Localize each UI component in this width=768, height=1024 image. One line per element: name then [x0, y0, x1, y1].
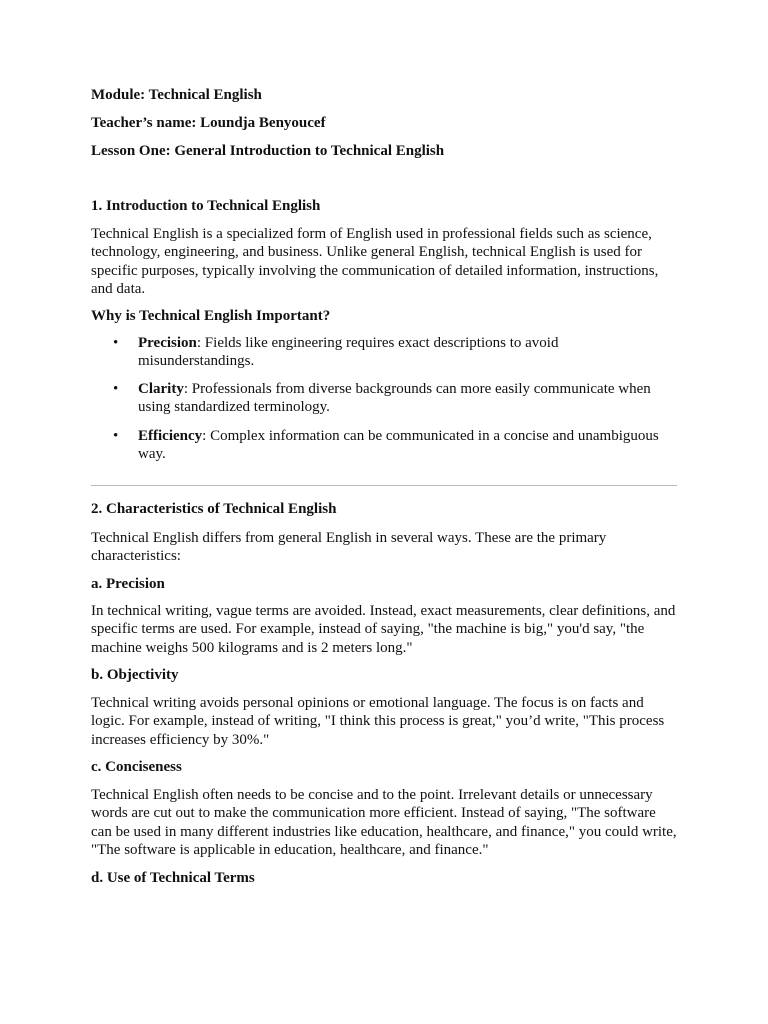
conciseness-heading: c. Conciseness — [91, 759, 182, 775]
section-1-heading: 1. Introduction to Technical English — [91, 198, 321, 214]
teacher-name: Teacher’s name: Loundja Benyoucef — [91, 115, 326, 131]
list-item — [91, 427, 677, 464]
list-item — [91, 380, 677, 417]
precision-heading: a. Precision — [91, 576, 165, 592]
section-2-heading: 2. Characteristics of Technical English — [91, 501, 337, 517]
section-divider — [91, 485, 677, 486]
bullet-term: Clarity — [138, 381, 184, 397]
section-2-intro: Technical English differs from general English in several ways. These are the primary characteristics: — [91, 530, 607, 565]
why-important-heading: Why is Technical English Important? — [91, 308, 331, 324]
bullet-text: : Complex information can be communicated in a concise and unambiguous way. — [138, 428, 659, 463]
bullet-icon: • — [113, 335, 119, 351]
bullet-icon: • — [113, 381, 119, 397]
precision-text: In technical writing, vague terms are avoided. Instead, exact measurements, clear definitions, and specific terms are used. For example, instead of saying, "the machine is big," you'd say, "the machine weighs 500 kilograms and is 2 meters long." — [91, 603, 676, 656]
module-title: Module: Technical English — [91, 87, 262, 103]
bullet-term: Efficiency — [138, 428, 203, 444]
bullet-text: : Fields like engineering requires exact descriptions to avoid misunderstandings. — [138, 335, 559, 370]
list-item — [91, 334, 677, 371]
bullet-text: : Professionals from diverse backgrounds can more easily communicate when using standardized terminology. — [138, 381, 651, 416]
conciseness-text: Technical English often needs to be concise and to the point. Irrelevant details or unnecessary words are cut out to make the communication more efficient. Instead of saying, "The software can be used in many different industries like education, healthcare, and finance," you could write, "The software is applicable in education, healthcare, and finance." — [91, 787, 677, 859]
bullet-term: Precision — [138, 335, 197, 351]
section-1-paragraph: Technical English is a specialized form of English used in professional fields such as science, technology, engineering, and business. Unlike general English, technical English is used for specific purposes, typically involving the communication of detailed information, instructions, and data. — [91, 226, 659, 298]
technical-terms-heading: d. Use of Technical Terms — [91, 870, 255, 886]
lesson-title: Lesson One: General Introduction to Technical English — [91, 143, 445, 159]
objectivity-heading: b. Objectivity — [91, 667, 179, 683]
objectivity-text: Technical writing avoids personal opinions or emotional language. The focus is on facts and logic. For example, instead of writing, "I think this process is great," you’d write, "This process increases efficiency by 30%." — [91, 695, 665, 748]
bullet-icon: • — [113, 428, 119, 444]
